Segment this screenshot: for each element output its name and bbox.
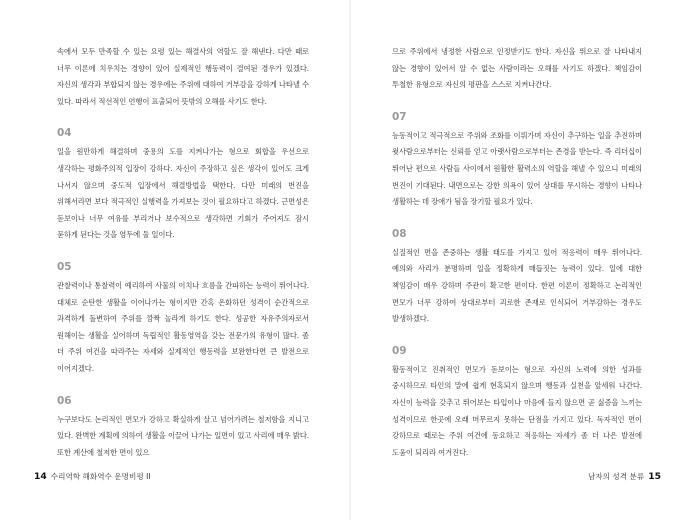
section-number-04: 04 <box>57 127 72 140</box>
section-09-paragraph: 활동적이고 진취적인 면모가 돋보이는 형으로 자신의 노력에 의한 성과를 중시하므로 타인의 말에 쉽게 현혹되지 않으며 행동과 실천을 앞세워 나간다. 자신이 능력을 갖추고 뛰어보는 타입이나 마음에 들지 않으면 곧 싫증을 느끼는 성격이므로 한곳에 오래 머무르지 못하는 단점을 가지고 있다. 독자적인 면이 강하므로 때로는 주위 여건에 동요하고 적응하는 자세가 좀 더 나은 발전에 도움이 되리라 여겨진다. <box>392 364 642 457</box>
left-page-footer <box>34 472 155 482</box>
section-07-paragraph: 능동적이고 적극적으로 주위와 조화를 이뤄가며 자신이 추구하는 일을 추진하며 윗사람으로부터는 신뢰를 얻고 아랫사람으로부터는 존경을 받는다. 즉 리더십이 뛰어난 편으로 사람들 사이에서 원활한 활력소의 역할을 해낼 수 있으니 미래의 번진이 기대된다. 내면으로는 강한 의욕이 있어 상대를 무시하는 경향이 나타나 생활하는 데 장애가 됨을 장기할 필요가 있다. <box>392 130 642 207</box>
right-running-title: 남자의 성격 분류 <box>588 472 645 481</box>
left-page <box>57 44 309 461</box>
section-number-08: 08 <box>392 227 407 240</box>
section-number-05: 05 <box>57 260 72 273</box>
section-06-paragraph: 누구보다도 논리적인 면모가 강하고 확실하게 살고 넘어가려는 철저함을 지니고 있다. 완벽한 계획에 의하여 생활을 이끌어 나가는 일면이 있고 사리에 매우 밝다. 또한 계산에 철저한 면이 있으 <box>57 414 309 457</box>
right-page <box>392 44 642 461</box>
section-08-paragraph: 실질적인 면을 존중하는 생활 태도를 가지고 있어 적응력이 매우 뛰어나다. 예의와 사리가 분명하며 일을 정확하게 매듭짓는 능력이 있다. 일에 대한 책임감이 매우 강하며 주관이 확고한 편이다. 한편 이론이 정확하고 논리적인 면모가 너무 강하여 상대로부터 괴로한 존재로 인식되어 거부감하는 경우도 발생하겠다. <box>392 247 642 324</box>
section-04-paragraph: 일을 원만하게 해결하며 중용의 도를 지켜나가는 형으로 회합을 우선으로 생각하는 평화주의적 입장이 강하다. 자신이 주장하고 싶은 생각이 있어도 크게 나서지 않으며 중도적 입장에서 해결방법을 택한다. 다만 미래의 번진을 위해서라면 보다 적극적인 실행력을 가져보는 것이 필요하다고 하겠다. 근면성은 돋보이나 너무 여유를 부리거나 보수적으로 생각하면 기회가 주어져도 잠시 묻하게 된다는 것을 염두에 둘 일이다. <box>57 147 309 240</box>
page-gutter <box>349 0 351 520</box>
section-05-paragraph: 관찰력이나 통찰력이 예리하여 사물의 이치나 흐름을 간파하는 능력이 뛰어나다. 대체로 순탄한 생활을 이어나가는 형이지만 간혹 온화하던 성격이 순간적으로 과격하게 돌변하여 주위를 깜짝 놀라게 하기도 한다. 성공한 자유주의자로서 원해이는 생활을 실어하며 독립적인 활동영역을 갖는 전문가의 유형이 많다. 좀 더 주위 여건을 따라주는 자세와 실제적인 행동력을 보완한다면 큰 발전으로 이어지겠다. <box>57 280 309 373</box>
left-running-title: 수리역학 해화역수 운명비평 II <box>50 472 151 481</box>
right-intro-paragraph: 므로 주위에서 냉정한 사람으로 인정받기도 한다. 자신을 뛰으로 잘 나타내지 않는 경향이 있어서 알 수 없는 사람이라는 오해를 사기도 하겠다. 책임감이 투철한 유형으로 자신의 평판을 스스로 지켜나간다. <box>392 47 642 90</box>
left-page-number: 14 <box>34 471 47 482</box>
section-number-07: 07 <box>392 110 407 123</box>
right-page-number: 15 <box>648 471 661 482</box>
right-page-footer <box>584 472 661 482</box>
section-number-06: 06 <box>57 394 72 407</box>
section-number-09: 09 <box>392 344 407 357</box>
left-intro-paragraph: 속에서 모두 만족할 수 있는 요령 있는 해결사의 역할도 잘 해낸다. 다만 때로 너무 이론에 치우치는 경향이 있어 실제적인 행동력이 결여된 경우가 있겠다. 자신의 생각과 부합되지 않는 경우에는 주위에 대하여 거부감을 강하게 나타낼 수 있다. 따라서 적선적인 언행이 표출되어 뜻밖의 오해를 사기도 한다. <box>57 47 309 106</box>
